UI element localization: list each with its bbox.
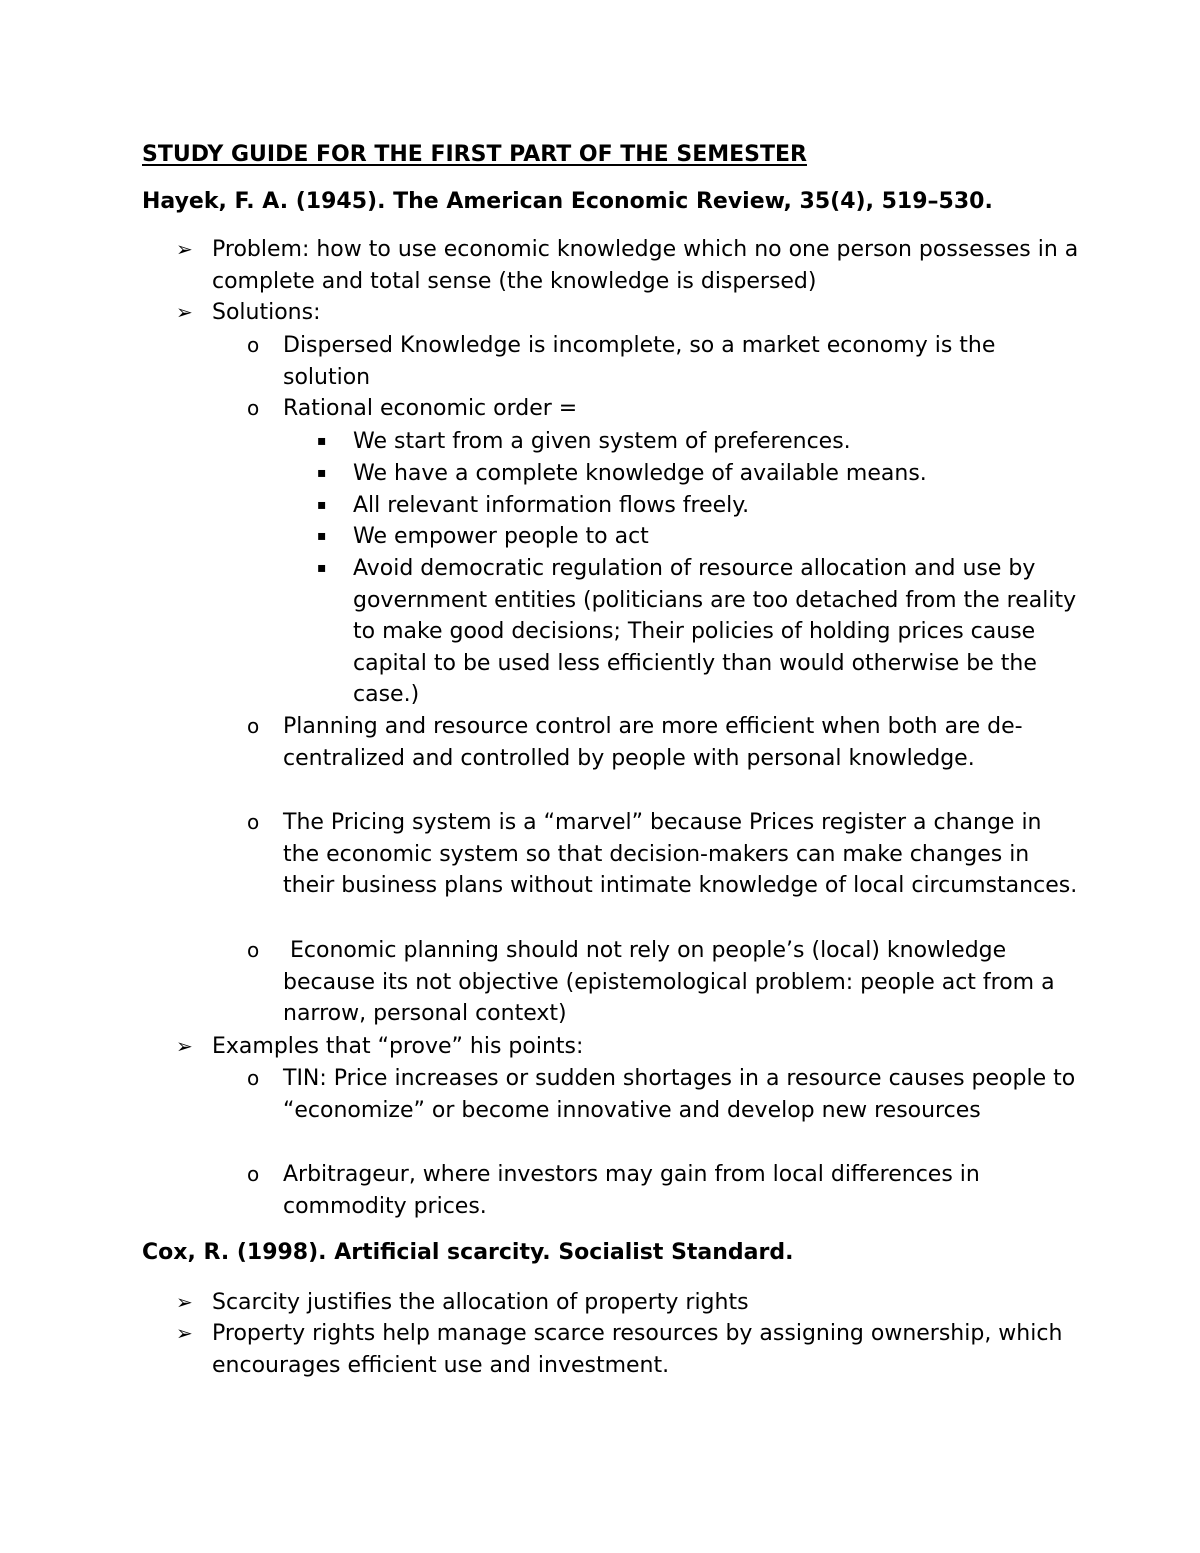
square-bullet-icon: ▪ xyxy=(317,433,327,449)
arrow-bullet-icon: ➢ xyxy=(176,1034,193,1058)
square-bullet-icon: ▪ xyxy=(317,497,327,513)
solution-economic-planning-text: Economic planning should not rely on people’s (local) knowledge because its not objective (epistemological problem: people act from a narrow, personal context) xyxy=(283,938,1062,1026)
rational-point-item xyxy=(317,521,1083,553)
arrow-bullet-icon: ➢ xyxy=(176,300,193,324)
example-item xyxy=(247,1159,1083,1222)
solution-pricing-item xyxy=(247,807,1083,902)
hayek-problem-text: Problem: how to use economic knowledge which no one person possesses in a complete and total sense (the knowledge is dispersed) xyxy=(212,237,1079,294)
example-text: TIN: Price increases or sudden shortages in a resource causes people to “economize” or become innovative and develop new resources xyxy=(283,1066,1076,1123)
circle-bullet-icon: o xyxy=(247,1162,260,1186)
hayek-examples-item xyxy=(176,1031,1082,1063)
cox-point-item xyxy=(176,1287,1082,1319)
cox-point-item xyxy=(176,1318,1082,1381)
circle-bullet-icon: o xyxy=(247,396,260,420)
solution-dispersed-item xyxy=(247,330,1083,393)
solution-planning-text: Planning and resource control are more efficient when both are de-centralized and controlled by people with personal knowledge. xyxy=(283,714,1023,771)
example-item xyxy=(247,1063,1083,1126)
rational-point-text: We start from a given system of preferences. xyxy=(353,429,851,454)
solution-pricing-text: The Pricing system is a “marvel” because Prices register a change in the economic system so that decision-makers can make changes in their business plans without intimate knowledge of local circumstances. xyxy=(283,810,1078,898)
example-text: Arbitrageur, where investors may gain from local differences in commodity prices. xyxy=(283,1162,980,1219)
cox-point-text: Property rights help manage scarce resources by assigning ownership, which encourages efficient use and investment. xyxy=(212,1321,1063,1378)
solution-rational-order-item xyxy=(247,393,1083,425)
hayek-solutions-label: Solutions: xyxy=(212,300,321,325)
arrow-bullet-icon: ➢ xyxy=(176,1321,193,1345)
circle-bullet-icon: o xyxy=(247,810,260,834)
arrow-bullet-icon: ➢ xyxy=(176,237,193,261)
rational-point-item xyxy=(317,553,1083,711)
solution-rational-order-text: Rational economic order = xyxy=(283,396,578,421)
hayek-examples-label: Examples that “prove” his points: xyxy=(212,1034,584,1059)
circle-bullet-icon: o xyxy=(247,1066,260,1090)
rational-point-text: We have a complete knowledge of available means. xyxy=(353,461,927,486)
square-bullet-icon: ▪ xyxy=(317,528,327,544)
solution-economic-planning-item xyxy=(247,935,1083,1030)
rational-point-text: We empower people to act xyxy=(353,524,649,549)
cox-reference: Cox, R. (1998). Artificial scarcity. Socialist Standard. xyxy=(142,1240,794,1265)
circle-bullet-icon: o xyxy=(247,333,260,357)
rational-point-text: All relevant information flows freely. xyxy=(353,493,750,518)
square-bullet-icon: ▪ xyxy=(317,465,327,481)
arrow-bullet-icon: ➢ xyxy=(176,1290,193,1314)
circle-bullet-icon: o xyxy=(247,714,260,738)
solution-planning-item xyxy=(247,711,1083,774)
hayek-problem-item xyxy=(176,234,1082,297)
hayek-solutions-item xyxy=(176,297,1082,329)
rational-point-text: Avoid democratic regulation of resource allocation and use by government entities (politicians are too detached from the reality to make good decisions; Their policies of holding prices cause capital to be used less efficiently than would otherwise be the case.) xyxy=(353,556,1077,707)
square-bullet-icon: ▪ xyxy=(317,560,327,576)
rational-point-item xyxy=(317,490,1083,522)
cox-point-text: Scarcity justifies the allocation of property rights xyxy=(212,1290,749,1315)
circle-bullet-icon: o xyxy=(247,938,260,962)
solution-dispersed-text: Dispersed Knowledge is incomplete, so a market economy is the solution xyxy=(283,333,996,390)
document-title: STUDY GUIDE FOR THE FIRST PART OF THE SEMESTER xyxy=(142,142,807,167)
rational-point-item xyxy=(317,458,1083,490)
hayek-reference: Hayek, F. A. (1945). The American Economic Review, 35(4), 519–530. xyxy=(142,189,993,214)
rational-point-item xyxy=(317,426,1083,458)
